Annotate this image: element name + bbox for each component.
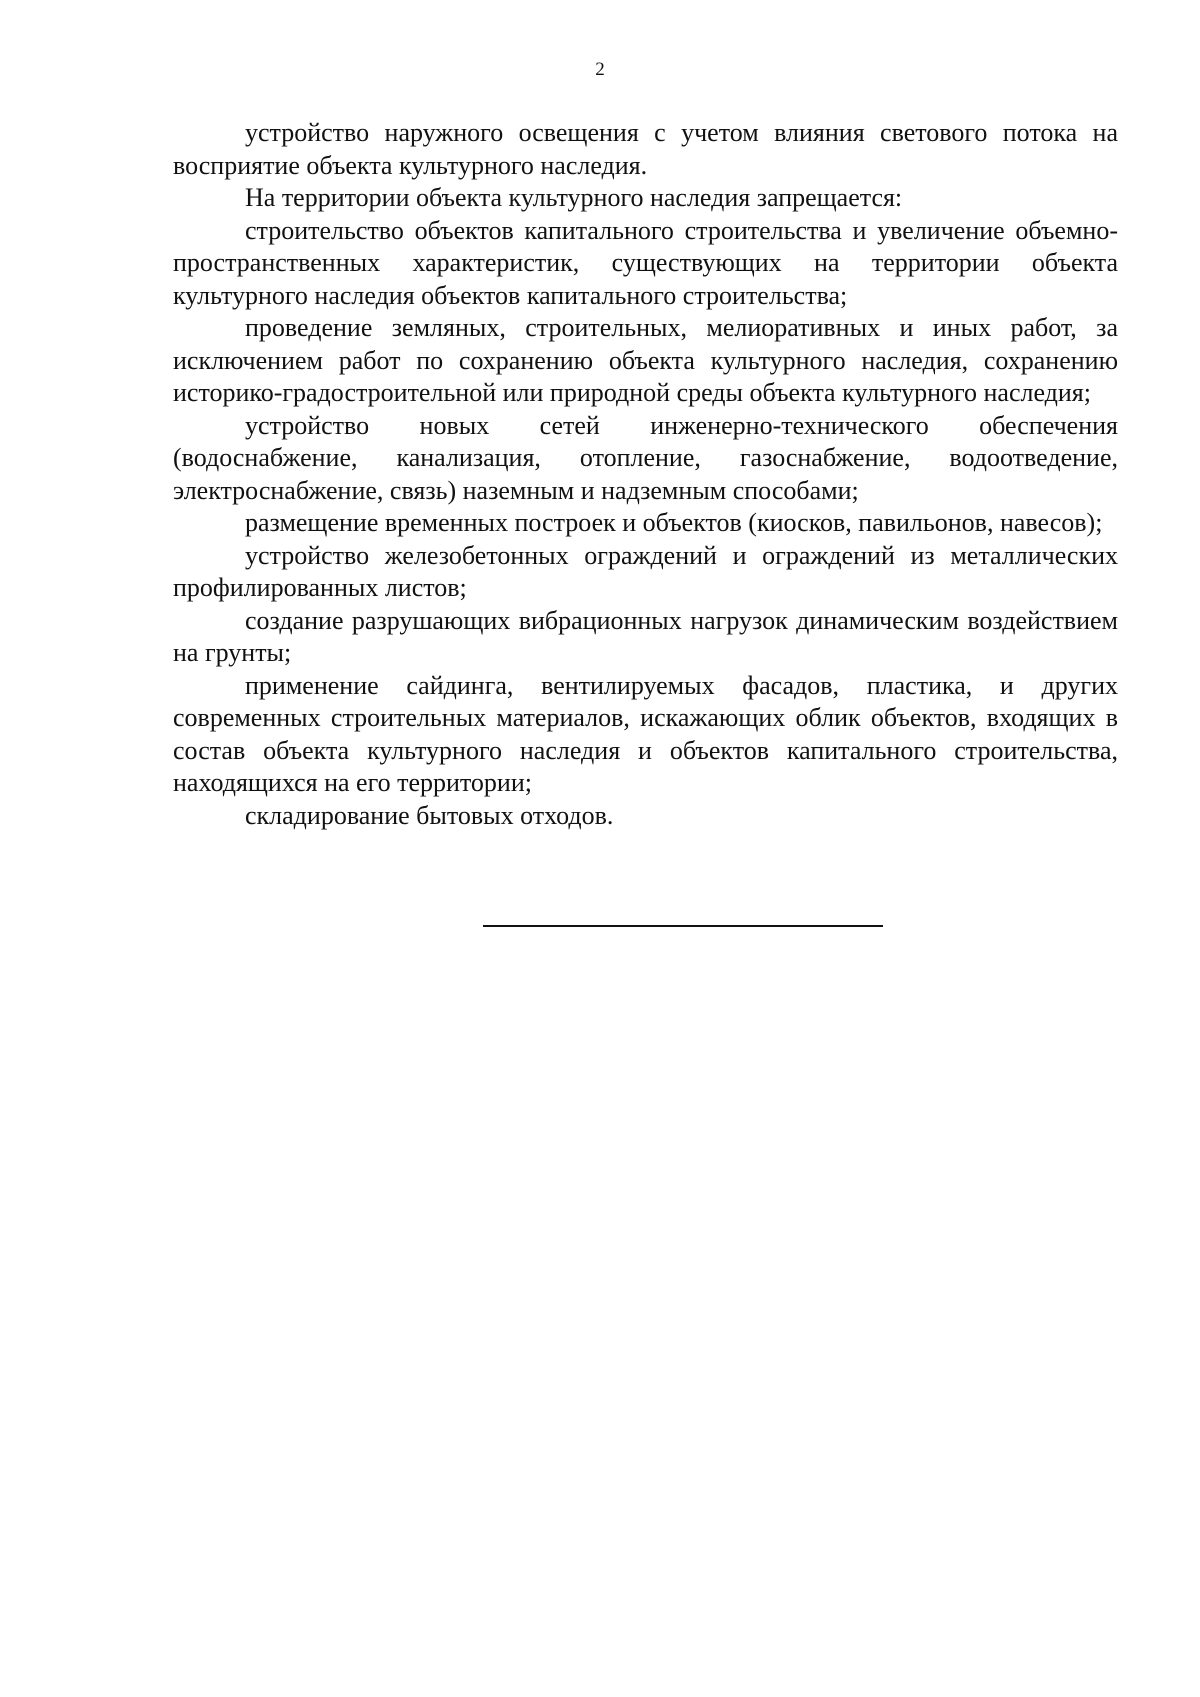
end-of-document-rule — [483, 925, 883, 927]
paragraph-outdoor-lighting: устройство наружного освещения с учетом влияния светового потока на восприятие объекта культурного наследия. — [173, 118, 1118, 180]
paragraph-modern-materials: применение сайдинга, вентилируемых фасадов, пластика, и других современных строительных материалов, искажающих облик объектов, входящих в состав объекта культурного наследия и объектов капитального строительства, находящихся на его территории; — [173, 670, 1118, 797]
paragraph-prohibitions-intro: На территории объекта культурного наследия запрещается: — [245, 183, 903, 212]
paragraph-earthworks: проведение земляных, строительных, мелиоративных и иных работ, за исключением работ по сохранению объекта культурного наследия, сохранению историко-градостроительной или природной среды объекта культурного наследия; — [173, 313, 1118, 407]
paragraph-waste-storage: складирование бытовых отходов. — [245, 800, 614, 830]
paragraph-engineering-networks: устройство новых сетей инженерно-технического обеспечения (водоснабжение, канализация, отопление, газоснабжение, водоотведение, электроснабжение, связь) наземным и надземным способами; — [173, 410, 1118, 505]
paragraph-temporary-structures: размещение временных построек и объектов (киосков, павильонов, навесов); — [245, 508, 1103, 537]
paragraph-vibration-loads: создание разрушающих вибрационных нагрузок динамическим воздействием на грунты; — [173, 605, 1118, 667]
page-number: 2 — [595, 59, 605, 80]
paragraph-construction: строительство объектов капитального строительства и увеличение объемно-пространственных характеристик, существующих на территории объекта культурного наследия объектов капитального строительства; — [173, 215, 1118, 310]
document-body — [173, 117, 1118, 832]
paragraph-fences: устройство железобетонных ограждений и ограждений из металлических профилированных листов; — [173, 540, 1118, 602]
